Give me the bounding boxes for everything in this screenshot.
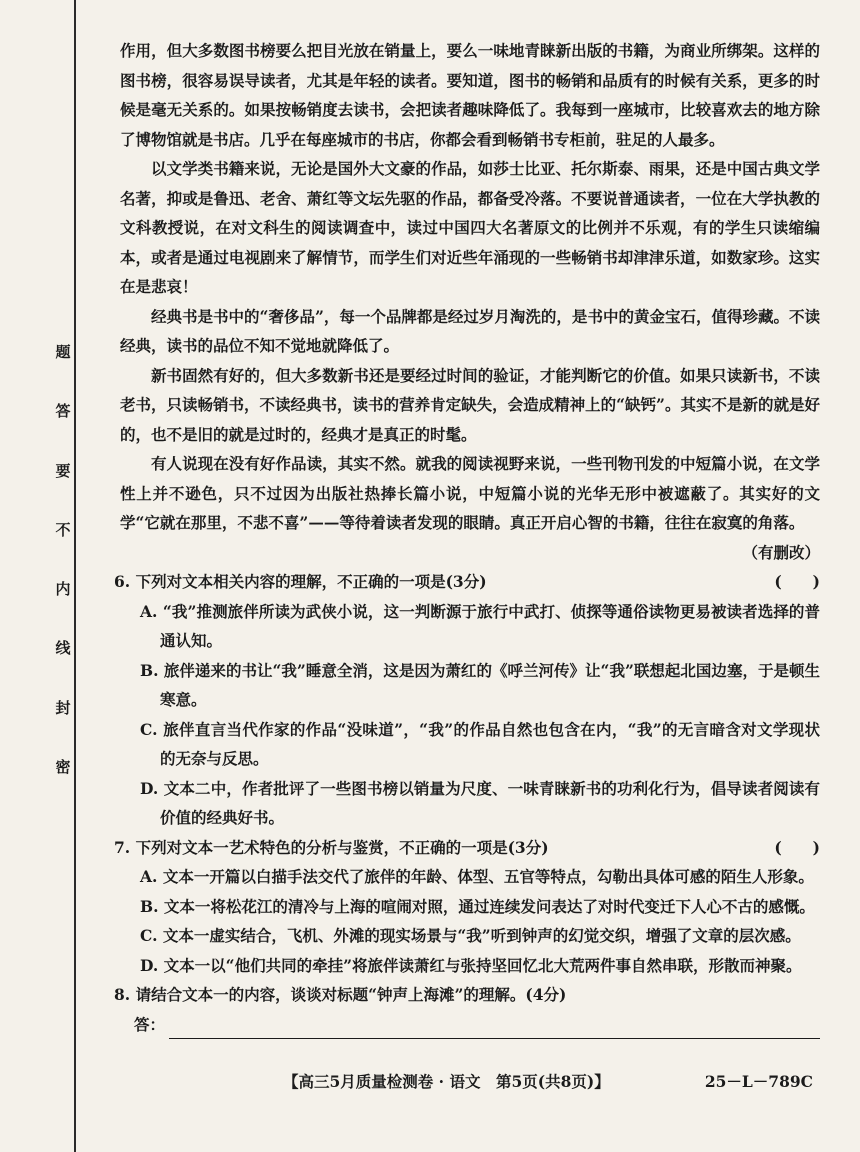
answer-bracket[interactable]: ( ) <box>774 572 820 591</box>
question-stem <box>114 833 820 863</box>
seal-char: 线 <box>55 639 71 658</box>
question-stem: 8. 请结合文本一的内容，谈谈对标题“钟声上海滩”的理解。(4分) <box>114 985 567 1004</box>
seal-char: 不 <box>55 520 71 539</box>
passage-paragraph: 以文学类书籍来说，无论是国外大文豪的作品，如莎士比亚、托尔斯泰、雨果，还是中国古典文学名著，抑或是鲁迅、老舍、萧红等文坛先驱的作品，都备受冷落。不要说普通读者，一位在大学执教的文科教授说，在对文科生的阅读调查中，读过中国四大名著原文的比例并不乐观，有的学生只读缩编本，或者是通过电视剧来了解情节，而学生们对近些年涌现的一些畅销书却津津乐道，如数家珍。这实在是悲哀！ <box>120 159 820 296</box>
seal-char: 内 <box>55 580 71 599</box>
passage-paragraph: 经典书是书中的“奢侈品”，每一个品牌都是经过岁月淘洗的，是书中的黄金宝石，值得珍藏。不读经典，读书的品位不知不觉地就降低了。 <box>120 306 820 355</box>
seal-char: 答 <box>55 402 71 421</box>
question-stem-text: 7. 下列对文本一艺术特色的分析与鉴赏，不正确的一项是(3分) <box>114 837 549 857</box>
source-note: （有删改） <box>742 542 820 562</box>
answer-bracket[interactable]: ( ) <box>774 837 820 857</box>
option-a: A. “我”推测旅伴所读为武侠小说，这一判断源于旅行中武打、侦探等通俗读物更易被读者选择的普通认知。 <box>140 601 820 650</box>
question-stem-text: 6. 下列对文本相关内容的理解，不正确的一项是(3分) <box>114 572 487 591</box>
option-c: C. 旅伴直言当代作家的作品“没味道”，“我”的作品自然也包含在内，“我”的无言暗含对文学现状的无奈与反思。 <box>140 719 820 768</box>
footer-code: 25－L－789C <box>704 1072 813 1091</box>
seal-line-notice <box>52 345 74 775</box>
passage-paragraph: 作用，但大多数图书榜要么把目光放在销量上，要么一味地青睐新出版的书籍，为商业所绑架。这样的图书榜，很容易误导读者，尤其是年轻的读者。要知道，图书的畅销和品质有的时候有关系，更多的时候是毫无关系的。如果按畅销度去读书，会把读者趣味降低了。我每到一座城市，比较喜欢去的地方除了博物馆就是书店。几乎在每座城市的书店，你都会看到畅销书专柜前，驻足的人最多。 <box>120 41 820 149</box>
seal-char: 题 <box>55 343 71 361</box>
option-d: D. 文本一以“他们共同的牵挂”将旅伴读萧红与张持坚回忆北大荒两件事自然串联，形散而神聚。 <box>140 955 802 975</box>
answer-line[interactable] <box>169 1018 820 1039</box>
question-7 <box>114 833 820 981</box>
seal-char: 要 <box>55 461 71 480</box>
option-b: B. 文本一将松花江的清冷与上海的喧闹对照，通过连续发问表达了对时代变迁下人心不古的感慨。 <box>140 896 815 916</box>
option-d: D. 文本二中，作者批评了一些图书榜以销量为尺度、一味青睐新书的功利化行为，倡导读者阅读有价值的经典好书。 <box>140 778 820 827</box>
question-6 <box>114 567 820 833</box>
option-b: B. 旅伴递来的书让“我”睡意全消，这是因为萧红的《呼兰河传》让“我”联想起北国边塞，于是顿生寒意。 <box>140 660 820 709</box>
footer-title: 【高三5月质量检测卷 · 语文 第5页(共8页)】 <box>283 1072 610 1091</box>
answer-row <box>134 1010 820 1040</box>
page-content <box>114 36 820 1039</box>
option-a: A. 文本一开篇以白描手法交代了旅伴的年龄、体型、五官等特点，勾勒出具体可感的陌生人形象。 <box>140 867 814 886</box>
page-footer <box>283 1070 813 1092</box>
passage-paragraph: 有人说现在没有好作品读，其实不然。就我的阅读视野来说，一些刊物刊发的中短篇小说，在文学性上并不逊色，只不过因为出版社热捧长篇小说，中短篇小说的光华无形中被遮蔽了。其实好的文学“它就在那里，不悲不喜”——等待着读者发现的眼睛。真正开启心智的书籍，往往在寂寞的角落。 <box>120 454 820 532</box>
binding-margin-line <box>74 0 76 1152</box>
question-8 <box>114 980 820 1039</box>
seal-char: 封 <box>55 698 71 717</box>
question-stem <box>114 567 820 597</box>
answer-label: 答： <box>134 1014 166 1034</box>
option-c: C. 文本一虚实结合，飞机、外滩的现实场景与“我”听到钟声的幻觉交织，增强了文章的层次感。 <box>140 926 801 945</box>
seal-char: 密 <box>55 757 71 776</box>
passage-paragraph: 新书固然有好的，但大多数新书还是要经过时间的验证，才能判断它的价值。如果只读新书，不读老书，只读畅销书，不读经典书，读书的营养肯定缺失，会造成精神上的“缺钙”。其实不是新的就是好的，也不是旧的就是过时的，经典才是真正的时髦。 <box>120 365 820 444</box>
